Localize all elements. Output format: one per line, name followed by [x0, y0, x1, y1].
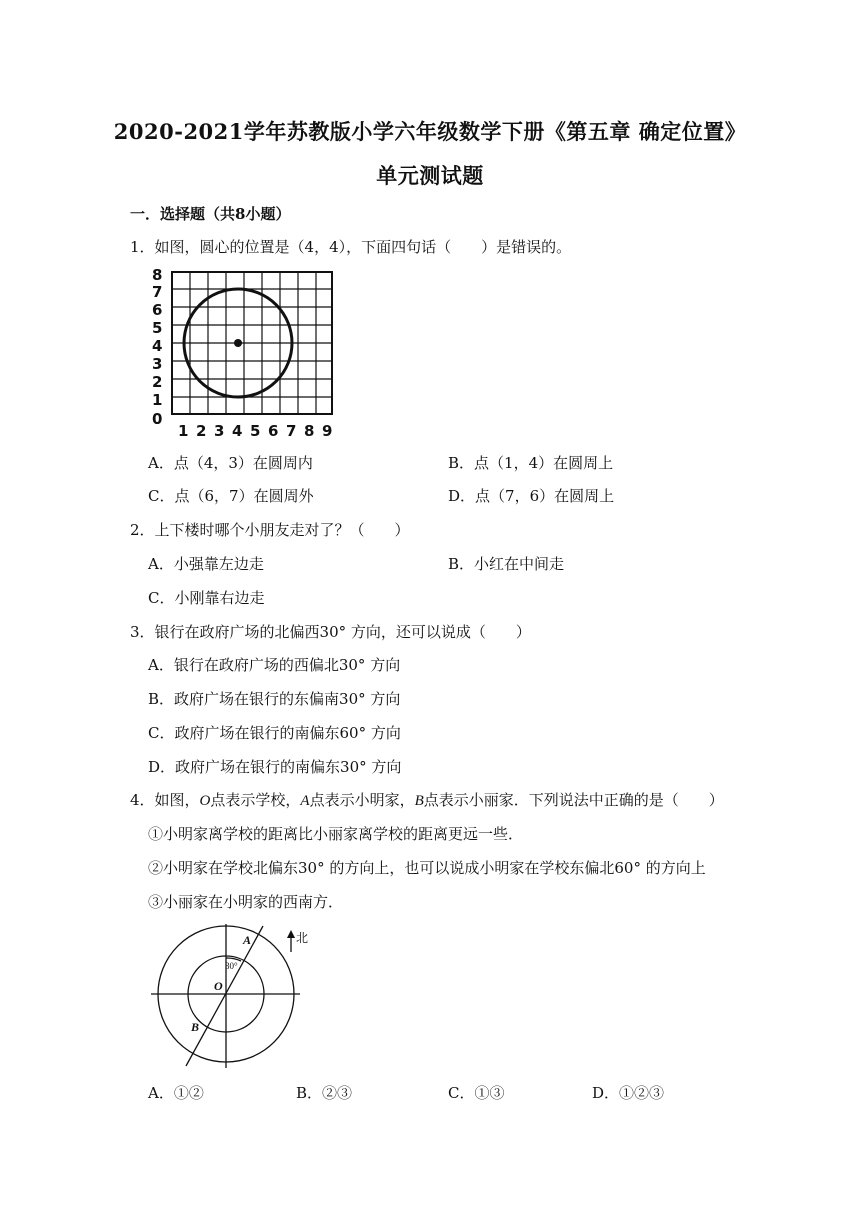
q1-option-c: C．点（6，7）在圆周外 [148, 487, 314, 505]
grid-lines [172, 272, 332, 414]
q4-option-d: D．①②③ [592, 1084, 665, 1102]
x-tick: 1 [178, 422, 189, 438]
x-tick: 4 [232, 422, 243, 438]
q4-stem-mid2: 点表示小明家， [309, 791, 415, 809]
q2-option-a: A．小强靠左边走 [148, 555, 264, 573]
q3-option-c: C．政府广场在银行的南偏东60° 方向 [148, 724, 401, 742]
q4-statement-2: ②小明家在学校北偏东30° 的方向上，也可以说成小明家在学校东偏北60° 的方向上 [148, 859, 706, 877]
q2-option-c: C．小刚靠右边走 [148, 589, 265, 607]
y-tick: 5 [152, 319, 163, 337]
x-tick: 2 [196, 422, 207, 438]
q3-option-d: D．政府广场在银行的南偏东30° 方向 [148, 758, 402, 776]
y-tick: 7 [152, 283, 163, 301]
north-arrow-icon [287, 930, 295, 938]
q4-option-b: B．②③ [296, 1084, 353, 1102]
page-title-line2: 单元测试题 [376, 163, 484, 188]
x-tick: 8 [304, 422, 315, 438]
y-tick: 0 [152, 410, 163, 428]
point-o-label: O [214, 979, 223, 993]
q4-stem [130, 789, 724, 810]
q4-compass-figure [148, 920, 328, 1074]
q2-option-b: B．小红在中间走 [448, 555, 565, 573]
q3-option-a: A．银行在政府广场的西偏北30° 方向 [148, 656, 401, 674]
point-a-label: A [243, 933, 252, 947]
x-tick: 6 [268, 422, 279, 438]
point-b-label: B [191, 1020, 200, 1034]
direction-line [186, 926, 263, 1066]
q4-option-c: C．①③ [448, 1084, 505, 1102]
q4-stem-prefix: 4．如图， [130, 791, 200, 809]
q4-point-a: A [300, 793, 310, 809]
x-tick: 3 [214, 422, 225, 438]
y-tick: 1 [152, 391, 163, 409]
y-tick: 4 [152, 337, 163, 355]
q1-option-d: D．点（7，6）在圆周上 [448, 487, 615, 505]
angle-label: 30° [225, 961, 238, 971]
q4-point-o: O [199, 793, 211, 809]
q4-stem-suffix: 点表示小丽家．下列说法中正确的是（ ） [423, 791, 724, 809]
y-tick: 3 [152, 355, 163, 373]
q4-statement-3: ③小丽家在小明家的西南方． [148, 893, 344, 911]
q4-stem-mid1: 点表示学校， [210, 791, 301, 809]
page-title-line1: 2020-2021学年苏教版小学六年级数学下册《第五章 确定位置》 [113, 119, 747, 144]
north-label: 北 [296, 931, 309, 945]
x-tick: 9 [322, 422, 333, 438]
x-tick: 5 [250, 422, 261, 438]
q1-option-a: A．点（4，3）在圆周内 [148, 454, 313, 472]
y-tick: 8 [152, 266, 163, 284]
circle-center [234, 339, 242, 347]
q4-point-b: B [414, 793, 424, 809]
section-heading: 一．选择题（共8小题） [130, 205, 291, 223]
y-tick: 2 [152, 373, 163, 391]
q4-option-a: A．①② [148, 1084, 204, 1102]
q4-statement-1: ①小明家离学校的距离比小丽家离学校的距离更远一些． [148, 825, 524, 843]
y-tick: 6 [152, 301, 163, 319]
x-tick: 7 [286, 422, 297, 438]
q1-stem: 1．如图，圆心的位置是（4，4），下面四句话（ ）是错误的。 [130, 238, 572, 256]
q1-grid-figure [150, 266, 340, 442]
q3-stem: 3．银行在政府广场的北偏西30° 方向，还可以说成（ ） [130, 623, 531, 641]
q3-option-b: B．政府广场在银行的东偏南30° 方向 [148, 690, 401, 708]
q2-stem: 2．上下楼时哪个小朋友走对了？（ ） [130, 521, 410, 539]
q1-option-b: B．点（1，4）在圆周上 [448, 454, 614, 472]
